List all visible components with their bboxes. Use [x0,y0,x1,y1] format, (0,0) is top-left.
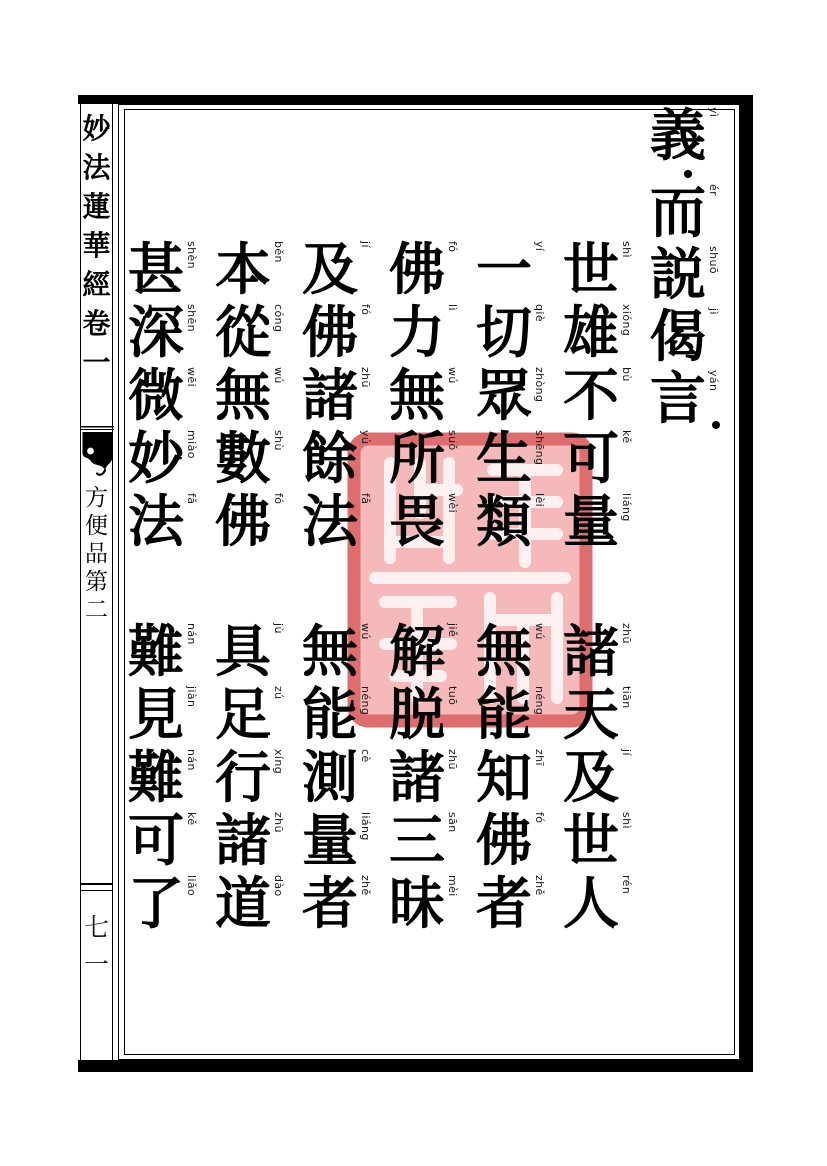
char-cell [211,492,285,555]
hanzi-char: 眾 [476,366,532,428]
pinyin-annotation: liáng [359,812,372,841]
pinyin-annotation: tiān [620,686,633,709]
char-cell [385,492,459,555]
pinyin-annotation: fǎ [185,493,198,505]
char-cell [298,874,372,937]
char-cell [559,366,633,429]
hanzi-char: 本 [215,240,271,302]
char-cell [124,622,198,685]
char-cell [211,303,285,366]
pinyin-annotation: xíng [272,749,285,775]
char-cell [124,429,198,492]
verse-column-1-lower [559,622,633,937]
char-cell [646,183,720,245]
pinyin-annotation: jí [620,749,633,756]
hanzi-char: 佛 [476,811,532,873]
pinyin-annotation: cè [359,749,372,763]
hanzi-char: 難 [128,622,184,684]
pinyin-annotation: liǎo [185,875,198,897]
hanzi-char: 甚 [128,240,184,302]
pinyin-annotation: nán [185,749,198,771]
pinyin-annotation: jiàn [185,686,198,708]
char-cell [211,811,285,874]
hanzi-char: 人 [563,874,619,936]
char-cell [646,106,720,168]
char-cell [211,240,285,303]
pinyin-annotation: zú [272,686,285,700]
hanzi-char: 諸 [563,622,619,684]
hanzi-char: 數 [215,429,271,491]
pinyin-annotation: kě [185,812,198,826]
pinyin-annotation: yì [707,107,720,118]
hanzi-char: 所 [389,429,445,491]
pinyin-annotation: zhòng [533,367,546,403]
hanzi-char: 及 [302,240,358,302]
verse-column-2-upper [472,240,546,555]
char-cell [298,429,372,492]
char-cell [211,429,285,492]
char-cell [124,366,198,429]
pinyin-annotation: fó [272,493,285,505]
hanzi-char: 足 [215,685,271,747]
pinyin-annotation: rén [620,875,633,895]
char-cell [124,748,198,811]
pinyin-annotation: shì [620,812,633,829]
char-cell [124,492,198,555]
pinyin-annotation: shèn [185,241,198,270]
page-number: 七一 [83,915,109,979]
hanzi-char: 言 [650,369,706,431]
period-dot-mark [712,421,720,429]
hanzi-char: 解 [389,622,445,684]
pinyin-annotation: wú [359,623,372,640]
hanzi-char: 諸 [215,811,271,873]
hanzi-char: 義 [650,106,706,168]
pinyin-annotation: shēng [533,430,546,466]
char-cell [385,685,459,748]
char-cell [124,811,198,874]
hanzi-char: 力 [389,303,445,365]
char-cell [472,492,546,555]
pinyin-annotation: néng [533,686,546,716]
hanzi-char: 一 [476,240,532,302]
hanzi-char: 生 [476,429,532,491]
volume-label: 卷一 [82,309,111,379]
hanzi-char: 行 [215,748,271,810]
hanzi-char: 能 [302,685,358,747]
hanzi-char: 無 [215,366,271,428]
char-cell [298,366,372,429]
pinyin-annotation: zhě [533,875,546,896]
hanzi-char: 世 [563,811,619,873]
pinyin-annotation: wēi [185,367,198,388]
pinyin-annotation: néng [359,686,372,716]
pinyin-annotation: bù [620,367,633,382]
pinyin-annotation: zhū [359,367,372,388]
char-cell [385,303,459,366]
char-cell [559,429,633,492]
verse-column-6-upper [124,240,198,555]
hanzi-char: 具 [215,622,271,684]
pinyin-annotation: qiè [533,304,546,323]
pinyin-annotation: liáng [620,493,633,522]
hanzi-char: 道 [215,874,271,936]
verse-column-1-upper [559,240,633,555]
char-cell [298,240,372,303]
hanzi-char: 諸 [302,366,358,428]
char-cell [472,685,546,748]
pinyin-annotation: shù [272,430,285,451]
pinyin-annotation: yí [533,241,546,252]
char-cell [559,240,633,303]
pinyin-annotation: lì [446,304,459,311]
hanzi-char: 昧 [389,874,445,936]
hanzi-char: 可 [128,811,184,873]
verse-column-3-lower [385,622,459,937]
period-dot [646,168,710,183]
hanzi-char: 見 [128,685,184,747]
verse-column-4-lower [298,622,372,937]
char-cell [472,811,546,874]
verse-column-2-lower [472,622,546,937]
hanzi-char: 諸 [389,748,445,810]
pinyin-annotation: shuō [707,246,720,275]
pinyin-annotation: zhū [620,623,633,644]
pinyin-annotation: miào [185,430,198,459]
char-cell [385,748,459,811]
char-cell [124,303,198,366]
pinyin-annotation: wú [533,623,546,640]
char-cell [298,811,372,874]
char-cell [646,369,720,431]
char-cell [211,366,285,429]
char-cell [211,685,285,748]
char-cell [385,811,459,874]
period-dot [646,431,710,446]
pinyin-annotation: jù [272,623,285,634]
char-cell [385,366,459,429]
pinyin-annotation: zhū [272,812,285,833]
pinyin-annotation: cóng [272,304,285,333]
char-cell [472,303,546,366]
pinyin-annotation: tuō [446,686,459,706]
char-cell [559,492,633,555]
pinyin-annotation: jí [359,241,372,248]
pinyin-annotation: kě [620,430,633,444]
hanzi-char: 及 [563,748,619,810]
pinyin-annotation: fǎ [359,493,372,505]
verse-column-4-upper [298,240,372,555]
hanzi-char: 難 [128,748,184,810]
char-cell [559,748,633,811]
hanzi-char: 從 [215,303,271,365]
char-cell [298,492,372,555]
char-cell [385,429,459,492]
char-cell [646,245,720,307]
verse-column-5-upper [211,240,285,555]
hanzi-char: 無 [476,622,532,684]
hanzi-char: 脱 [389,685,445,747]
pinyin-annotation: zhī [533,749,546,767]
hanzi-char: 測 [302,748,358,810]
pinyin-annotation: fó [533,812,546,824]
hanzi-char: 世 [563,240,619,302]
char-cell [472,874,546,937]
verse-column-3-upper [385,240,459,555]
pinyin-annotation: sān [446,812,459,833]
verse-column-6-lower [124,622,198,937]
pinyin-annotation: ér [707,184,720,197]
char-cell [385,622,459,685]
char-cell [559,303,633,366]
char-cell [298,622,372,685]
pinyin-annotation: yán [707,370,720,392]
hanzi-char: 切 [476,303,532,365]
pinyin-annotation: suǒ [446,430,459,451]
char-cell [559,874,633,937]
char-cell [298,685,372,748]
hanzi-char: 量 [563,492,619,554]
char-cell [211,874,285,937]
hanzi-char: 知 [476,748,532,810]
pinyin-annotation: fó [359,304,372,316]
period-dot-mark [684,170,692,178]
hanzi-char: 畏 [389,492,445,554]
pinyin-annotation: wú [446,367,459,384]
pinyin-annotation: xióng [620,304,633,337]
hanzi-char: 佛 [215,492,271,554]
pinyin-annotation: yú [359,430,372,445]
hanzi-char: 無 [389,366,445,428]
char-cell [124,874,198,937]
pinyin-annotation: shì [620,241,633,258]
char-cell [298,303,372,366]
pinyin-annotation: jiě [446,623,459,638]
hanzi-char: 妙 [128,429,184,491]
hanzi-char: 可 [563,429,619,491]
hanzi-char: 雄 [563,303,619,365]
char-cell [646,307,720,369]
pinyin-annotation: shēn [185,304,198,333]
char-cell [385,240,459,303]
pinyin-annotation: lèi [533,493,546,508]
char-cell [472,748,546,811]
pinyin-annotation: běn [272,241,285,263]
char-cell [472,240,546,303]
char-cell [124,240,198,303]
verse-column-5-lower [211,622,285,937]
char-cell [298,748,372,811]
hanzi-char: 了 [128,874,184,936]
hanzi-char: 法 [128,492,184,554]
hanzi-char: 不 [563,366,619,428]
intro-column [646,106,720,446]
char-cell [211,748,285,811]
pinyin-annotation: fó [446,241,459,253]
hanzi-char: 深 [128,303,184,365]
hanzi-char: 説 [650,245,706,307]
hanzi-char: 者 [302,874,358,936]
char-cell [211,622,285,685]
pinyin-annotation: zhě [359,875,372,896]
char-cell [559,811,633,874]
char-cell [385,874,459,937]
hanzi-char: 偈 [650,307,706,369]
char-cell [472,429,546,492]
hanzi-char: 類 [476,492,532,554]
char-cell [559,622,633,685]
hanzi-char: 天 [563,685,619,747]
pinyin-annotation: nán [185,623,198,645]
char-cell [472,622,546,685]
hanzi-char: 者 [476,874,532,936]
char-cell [124,685,198,748]
hanzi-char: 微 [128,366,184,428]
hanzi-char: 三 [389,811,445,873]
pinyin-annotation: wú [272,367,285,384]
hanzi-char: 無 [302,622,358,684]
hanzi-char: 佛 [302,303,358,365]
hanzi-char: 法 [302,492,358,554]
pinyin-annotation: zhū [446,749,459,770]
hanzi-char: 量 [302,811,358,873]
hanzi-char: 餘 [302,429,358,491]
book-title-text: 妙法蓮華經 [82,114,111,301]
pinyin-annotation: mèi [446,875,459,897]
chapter-title: 方便品第二 [85,485,108,622]
pinyin-annotation: dào [272,875,285,897]
pinyin-annotation: wèi [446,493,459,514]
hanzi-char: 佛 [389,240,445,302]
pinyin-annotation: jì [707,308,720,315]
char-cell [472,366,546,429]
char-cell [559,685,633,748]
hanzi-char: 能 [476,685,532,747]
hanzi-char: 而 [650,183,706,245]
